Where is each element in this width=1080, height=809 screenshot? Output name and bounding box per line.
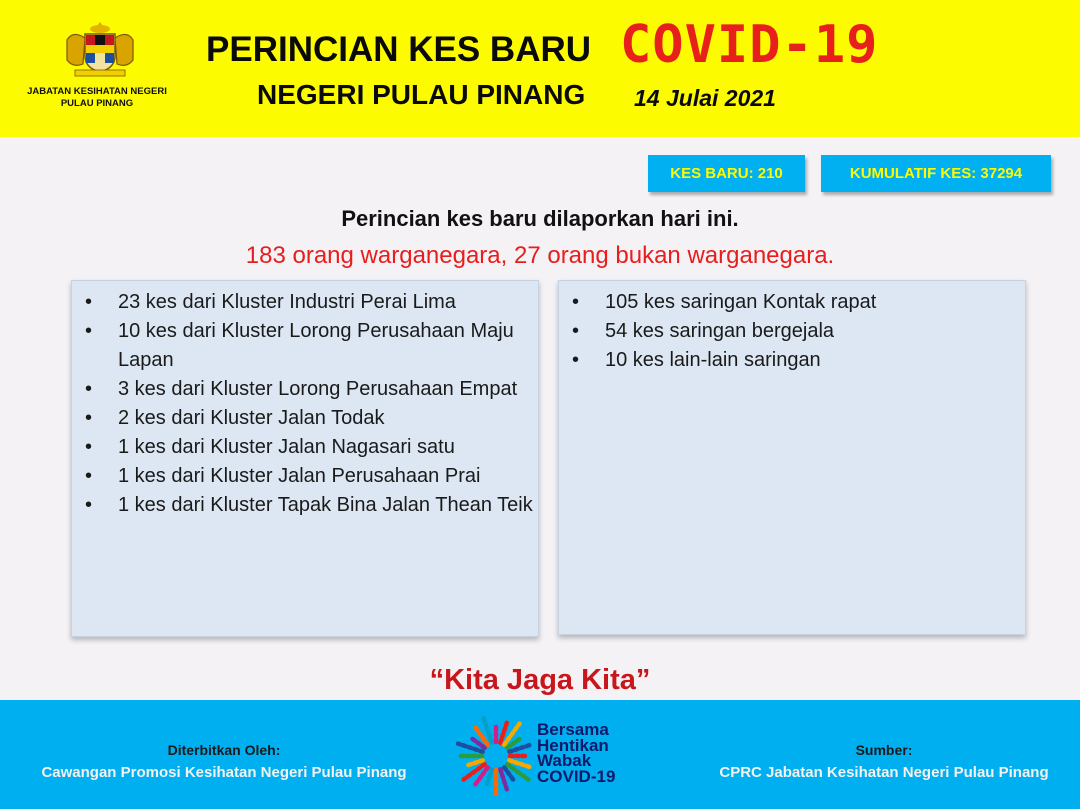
summary-heading: Perincian kes baru dilaporkan hari ini. [341,206,739,231]
logo-ray [467,760,482,765]
logo-ray [487,769,492,784]
cumulative-cases-badge: KUMULATIF KES: 37294 [821,155,1051,192]
department-line-1: JABATAN KESIHATAN NEGERI [27,86,167,97]
list-item: • 1 kes dari Kluster Jalan Nagasari satu [72,433,538,462]
publisher-name: Cawangan Promosi Kesihatan Negeri Pulau Pinang [41,764,407,781]
source-name: CPRC Jabatan Kesihatan Negeri Pulau Pinang [719,764,1049,781]
cluster-list [72,281,538,520]
report-date: 14 Julai 2021 [634,85,776,111]
list-item: • 1 kes dari Kluster Tapak Bina Jalan Thean Teik [72,491,538,520]
coat-of-arms-icon [55,20,145,82]
campaign-line-3: Wabak [537,751,592,770]
publisher-label: Diterbitkan Oleh: [167,742,281,758]
title-covid: COVID-19 [620,15,879,75]
source-label: Sumber: [855,742,913,758]
list-item: • 23 kes dari Kluster Industri Perai Lima [72,288,538,317]
department-line-2: PULAU PINANG [60,98,134,109]
department-name [12,86,182,110]
campaign-line-1: Bersama [537,720,609,739]
title-main: PERINCIAN KES BARU [206,30,592,69]
citizenship-breakdown: 183 orang warganegara, 27 orang bukan warganegara. [245,242,835,269]
list-item: • 105 kes saringan Kontak rapat [559,288,1025,317]
screening-panel [558,280,1026,635]
new-cases-badge: KES BARU: 210 [648,155,805,192]
screening-list [559,281,1025,375]
campaign-line-2: Hentikan [537,735,609,755]
list-item: • 54 kes saringan bergejala [559,317,1025,346]
slogan: “Kita Jaga Kita” [429,664,651,696]
list-item: • 10 kes dari Kluster Lorong Perusahaan Maju Lapan [72,317,538,375]
list-item: • 2 kes dari Kluster Jalan Todak [72,404,538,433]
footer-banner [0,700,1080,809]
list-item: • 3 kes dari Kluster Lorong Perusahaan Empat [72,375,538,404]
campaign-line-4: COVID-19 [537,766,616,786]
title-state: NEGERI PULAU PINANG [257,79,586,110]
cluster-panel [71,280,539,637]
campaign-logo-icon [456,716,536,796]
list-item: • 1 kes dari Kluster Jalan Perusahaan Prai [72,462,538,491]
header-banner [0,0,1080,137]
list-item: • 10 kes lain-lain saringan [559,346,1025,375]
campaign-text [537,722,615,784]
